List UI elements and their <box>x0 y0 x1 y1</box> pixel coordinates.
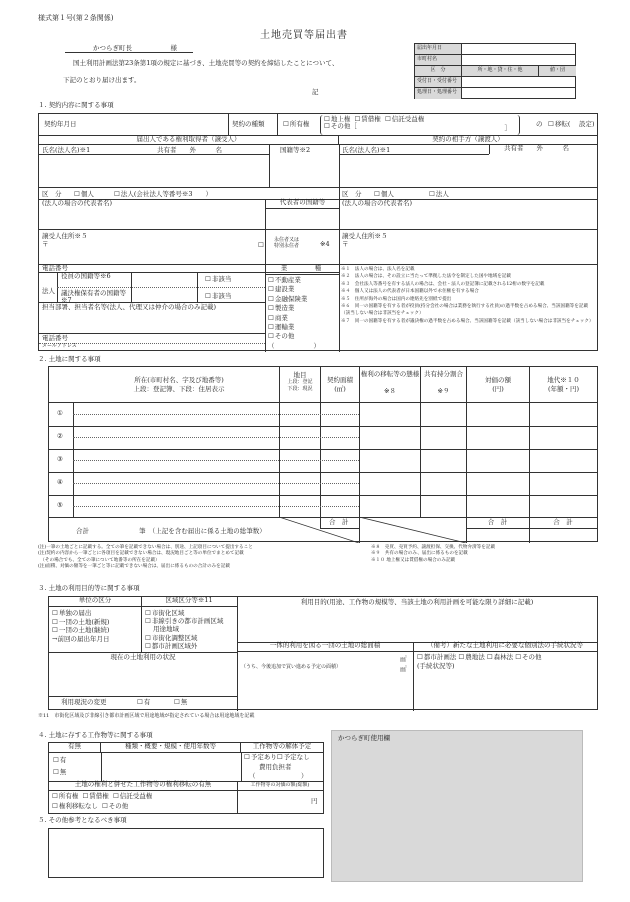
receipt-date-field[interactable] <box>462 44 576 55</box>
row-3-label: ③ <box>57 455 63 463</box>
receipt-class-values: 所・地・貸・住・他 <box>462 66 539 77</box>
section-2-notes <box>38 545 358 570</box>
planned-area-unit: ㎡ <box>400 665 407 673</box>
receipt-date-label: 届出年月日 <box>415 44 462 55</box>
law-checkboxes <box>417 654 542 661</box>
right-type-group <box>320 115 520 135</box>
buyer-hojin-checkbox[interactable]: ☐ 法人(会社法人等番号※3 ） <box>114 191 212 198</box>
seller-name-label: 氏名(法人名)※1 <box>342 146 391 154</box>
land-header <box>49 367 597 403</box>
own-checkbox[interactable]: ☐ 所有権 <box>283 121 309 128</box>
buyer-nationality-label: 国籍等※2 <box>269 145 339 187</box>
line <box>73 414 359 415</box>
line <box>73 483 359 484</box>
chin-checkbox[interactable]: ☐ 賃借権 <box>354 115 380 123</box>
rent-total-label: 合 計 <box>529 517 597 529</box>
biko-label: （備考）新たな土地利用に必要な個別法の手続状況等 <box>413 642 597 652</box>
note-1: ※１ 法人の場合は、法人名を記載 <box>341 267 415 272</box>
section-1-notes <box>341 266 595 325</box>
area-urban-checkbox[interactable]: ☐ 市街化区域 <box>145 609 223 617</box>
ki-label: 記 <box>312 88 319 96</box>
area-control-checkbox[interactable]: ☐ 市街化調整区域 <box>145 634 223 642</box>
iten-checkbox[interactable]: ☐ 移転( <box>548 121 570 128</box>
preamble: 国土利用計画法第23条第1項の規定に基づき、土地売買等の契約を締結したことについて、 <box>73 59 339 67</box>
industry-realestate[interactable]: ☐ 不動産業 <box>268 276 320 285</box>
transfer-row-1 <box>52 793 152 800</box>
land-h7b: (年額・円) <box>547 385 580 393</box>
total-label: 合計 <box>76 527 89 535</box>
perm-note: ※4 <box>320 240 330 248</box>
demolition-no[interactable]: ☐ 予定なし <box>277 753 310 761</box>
demolition-yes[interactable]: ☐ 予定あり <box>244 753 277 761</box>
s2-note-4: (注)面積、対価の額等を一筆ごと等に記載できない場合は、届出に係るものの合計のみを記載 <box>38 563 230 569</box>
usage-change-label: 利用現況の変更 <box>61 698 107 706</box>
industry-construction[interactable]: ☐ 建設業 <box>268 285 320 294</box>
officer-nationality-label: 役員の国籍等※6 <box>61 272 111 280</box>
land-h7: 地代※１０ <box>547 376 580 384</box>
transfer-shin[interactable]: ☐ 信託受益権 <box>113 792 152 800</box>
town-use-area <box>331 730 583 882</box>
right-transfer-label: 土地の権利と併せた工作物等の権利移転の有無 <box>49 781 237 791</box>
line <box>39 264 265 265</box>
s2-note-1: (注)一筆の土地ごとに記載する。全ての筆を記載できない場合は、別途、上記項目について提出すること <box>38 545 253 550</box>
umu-label: 有無 <box>49 743 101 753</box>
line <box>49 495 597 496</box>
area-list <box>145 609 223 650</box>
land-h5b: ※９ <box>437 387 450 395</box>
buyer-tel-label: 電話番号 <box>42 264 68 272</box>
notes-box[interactable] <box>48 828 324 878</box>
section-5-title: ５. その他参考となるべき事項 <box>38 816 127 824</box>
contract-date-label: 契約年月日 <box>44 120 77 128</box>
line <box>265 209 266 229</box>
note-5: ※５ 住所が海外の場合は国内の連絡先を別紙で提出 <box>341 296 452 302</box>
line <box>131 272 132 302</box>
chijo-checkbox[interactable]: ☐ 地上権 <box>324 115 350 123</box>
buyer-kubun-label: 区 分 <box>42 190 62 198</box>
section-2-notes-b <box>371 545 591 564</box>
section-4-title: ４. 土地に存する工作物等に関する事項 <box>38 731 153 739</box>
transfer-own[interactable]: ☐ 所有権 <box>52 792 78 800</box>
line <box>57 287 265 288</box>
transfer-other[interactable]: ☐ その他 <box>102 802 128 810</box>
receipt-city-field[interactable] <box>462 55 576 66</box>
futan-paren: （ ） <box>249 772 308 780</box>
law-other-checkbox[interactable]: ☐ その他 <box>515 653 541 661</box>
transfer-none[interactable]: ☐ 権利移転なし <box>52 802 98 810</box>
s2-noteb-3: ※１０ 地上権又は賃借権の場合のみ記載 <box>371 557 456 563</box>
seller-coowner: 共有者 外 名 <box>489 145 597 154</box>
line <box>265 229 266 352</box>
shurui-label: 種類・概要・規模・使用年数等 <box>101 743 241 753</box>
land-h1b: 上段：登記簿、下段：住居表示 <box>133 385 225 393</box>
line <box>49 449 597 450</box>
land-h4: 権利の移転等の態様 <box>360 370 420 378</box>
buyer-tel2-label: 電話番号 <box>42 334 68 342</box>
seller-address-label: 譲受人住所※５ <box>342 232 388 240</box>
structure-no[interactable]: ☐ 無 <box>53 769 66 776</box>
line <box>39 333 265 334</box>
section-3-title: ３. 土地の利用目的等に関する事項 <box>38 584 140 592</box>
receipt-accept-field[interactable] <box>462 77 576 88</box>
line <box>339 187 597 188</box>
line <box>339 229 597 230</box>
planned-area-label: （うち、今後追加で買い進める予定の面積） <box>241 664 342 670</box>
no-label: の <box>536 120 543 128</box>
land-h3: 契約面積 <box>327 376 353 384</box>
buyer-rep-label: (法人の場合の代表者名) <box>42 199 113 207</box>
s2-noteb-1: ※８ 売買、売買予約、譲渡担保、交換、代物弁済等を記載 <box>371 545 496 550</box>
receipt-class-label: 区 分 <box>415 66 462 77</box>
land-h2: 地目 <box>293 371 307 379</box>
usage-table <box>48 596 598 710</box>
addressee-name: かつらぎ町長 <box>93 44 132 52</box>
preamble-2: 下記のとおり届け出ます。 <box>63 76 141 84</box>
total-diagonal-2 <box>359 517 466 543</box>
s2-note-2: (注)契約の内容から一筆ごとに各項目を記載できない場合は、現況地目ごと等の単位でまとめて記載 <box>38 551 244 557</box>
buyer-coowner: 共有者 外 名 <box>157 146 222 154</box>
form-number: 様式第１号(第２条関係) <box>38 14 114 22</box>
industry-finance[interactable]: ☐ 金融保険業 <box>268 295 320 304</box>
page-title: 土地売買等届出書 <box>260 30 348 41</box>
kaitai-label: 工作物等の解体予定 <box>241 743 323 753</box>
receipt-class-values-2: 値・団 <box>539 66 576 77</box>
line <box>413 642 414 711</box>
land-h6b: (円) <box>492 385 504 393</box>
demolition-plan <box>244 754 310 761</box>
total-area-label: 一体的利用を図る一団の土地の総面積 <box>237 642 413 652</box>
area-youto-label: 用途地域 <box>153 625 179 634</box>
line <box>73 506 359 507</box>
receipt-box <box>414 43 576 99</box>
unit-list <box>52 609 109 643</box>
settei-label: 設定) <box>579 120 595 128</box>
note-2: ※２ 法人の場合は、その設立に当たって準拠した法令を制定した国や地域を記載 <box>341 274 511 280</box>
buyer-rep-nationality-label: 代表者の国籍等 <box>265 199 339 209</box>
area-total-label: 合 計 <box>320 517 359 529</box>
line <box>339 264 597 265</box>
note-6: ※６ 同一の国籍等を有する者が役員(持分会社の場合は業務を執行する社員)の過半数を占める場合、当該国籍等を記載（該当しない場合は非該当をチェック） <box>341 304 589 317</box>
land-h2b: 上段：登記 <box>287 379 313 385</box>
industry-manufacturing[interactable]: ☐ 製造業 <box>268 304 320 313</box>
line <box>39 154 269 155</box>
contract-row <box>39 114 597 136</box>
line <box>339 154 489 155</box>
line <box>39 187 339 188</box>
majority-na-checkbox[interactable]: ☐ 非該当 <box>205 293 231 300</box>
seller-postal: 〒 <box>342 240 349 248</box>
contract-type-label: 契約の種類 <box>228 114 278 135</box>
row-2-label: ② <box>57 432 63 440</box>
other-right-close: ］ <box>504 124 511 132</box>
line <box>73 460 359 461</box>
perm-checkbox[interactable] <box>258 242 264 249</box>
unit-continue-checkbox[interactable]: ☐ 一団の土地(継続) <box>52 626 109 635</box>
industry-other[interactable]: ☐ その他 <box>268 332 320 341</box>
land-h3b: (㎡) <box>334 385 346 393</box>
buyer-kojin-checkbox[interactable]: ☐ 個人 <box>74 191 94 198</box>
transfer-row-2 <box>52 803 128 810</box>
land-h5: 共有持分割合 <box>424 370 463 378</box>
note-11: ※11 市街化区域及び非線引き都市計画区域で用途地域が指定されている場合は用途地域を記載 <box>38 713 255 719</box>
total-area-unit: ㎡ <box>400 655 407 663</box>
line <box>73 437 359 438</box>
note-7: ※７ 同一の国籍等を有する者が議決権の過半数を占める場合、当該国籍等を記載（該当しない場合は非該当をチェック） <box>341 318 594 324</box>
buyer-hojin-label: 法人 <box>42 287 55 295</box>
section-1-title: １. 契約内容に関する事項 <box>38 101 114 109</box>
industry-commerce[interactable]: ☐ 商業 <box>268 314 320 323</box>
line <box>49 426 597 427</box>
area-label: 区域区分等※11 <box>141 597 237 607</box>
usage-change-no[interactable]: ☐ 無 <box>174 699 187 706</box>
shintaku-checkbox[interactable]: ☐ 信託受益権 <box>385 115 424 123</box>
seller-hojin-checkbox[interactable]: ☐ 法人 <box>429 191 449 198</box>
seller-header: 契約の相手方（譲渡人） <box>339 136 597 145</box>
total-hitsu: 筆 （上記を含む届出に係る土地の総筆数） <box>139 527 266 535</box>
land-table <box>48 366 598 542</box>
structure-price-label: 工作物等の対価の額(総額) <box>237 781 323 791</box>
purpose-label: 利用目的(用途、工作物の規模等、当該土地の利用計画を可能な限り詳細に記載) <box>300 598 534 606</box>
line <box>265 274 339 275</box>
land-h1: 所在(市町村名、字及び地番等) <box>134 376 224 384</box>
structure-yes[interactable]: ☐ 有 <box>53 757 66 764</box>
s2-note-3: （その場合でも、全ての筆について地番等の所在を記載） <box>38 557 160 563</box>
addressee-honorific: 様 <box>170 44 177 52</box>
row-5-label: ⑤ <box>57 501 63 509</box>
area-nonline-checkbox[interactable]: ☐ 非線引きの都市計画区域 <box>145 617 223 625</box>
usage-change-yes[interactable]: ☐ 有 <box>137 699 150 706</box>
addressee <box>65 45 193 53</box>
industry-list <box>268 276 320 351</box>
industry-transport[interactable]: ☐ 運輸業 <box>268 323 320 332</box>
note-4: ※４ 個人又は法人の代表者が日本国籍以外で永住権を有する場合 <box>341 289 479 295</box>
industry-label: 業 種 <box>265 264 339 274</box>
receipt-accept-label: 受付日・受付番号 <box>415 77 462 88</box>
structure-price-unit: 円 <box>311 797 318 805</box>
seller-kubun-label: 区 分 <box>342 190 362 198</box>
line <box>49 472 597 473</box>
unit-single-checkbox[interactable]: ☐ 単独の届出 <box>52 609 109 618</box>
law-nochi-checkbox[interactable]: ☐ 農地法 <box>458 653 484 661</box>
unit-label: 単位の区分 <box>49 597 141 607</box>
buyer-address-label: 譲受人住所※５ <box>42 232 88 240</box>
line <box>49 696 237 697</box>
procedure-status-label: (手続状況等) <box>417 662 455 670</box>
transfer-chin[interactable]: ☐ 賃借権 <box>82 792 108 800</box>
row-1-label: ① <box>57 409 63 417</box>
futan-label: 費用負担者 <box>259 763 292 771</box>
price-total-label: 合 計 <box>466 517 529 529</box>
perm-label: 永住者又は特別永住者 <box>274 237 300 249</box>
land-h4b: ※８ <box>384 387 396 395</box>
other-right-checkbox[interactable]: ☐ その他［ <box>324 122 357 130</box>
buyer-postal: 〒 <box>42 240 49 248</box>
line <box>197 272 198 302</box>
line <box>339 145 340 352</box>
section-1-table <box>38 113 598 351</box>
note-3: ※３ 会社法人等番号を有する法人の場合は、会社・法人の登記簿に記載される12桁の数字を記載 <box>341 281 545 287</box>
mail-label: メールアドレス <box>42 343 77 349</box>
officer-na-checkbox[interactable]: ☐ 非該当 <box>205 276 231 283</box>
receipt-city-label: 市町村名 <box>415 55 462 66</box>
s2-noteb-2: ※９ 共有の場合のみ、届出に係るものを記載 <box>371 551 468 557</box>
line <box>241 753 242 781</box>
tanto-label: 担当部署、担当者名等(法人、代理又は仲介の場合のみ記載) <box>42 303 217 311</box>
structure-table <box>48 742 324 814</box>
line <box>237 597 238 711</box>
unit-new-checkbox[interactable]: ☐ 一団の土地(新規) <box>52 618 109 627</box>
land-h2c: 下段：現況 <box>287 386 313 392</box>
line <box>101 753 102 781</box>
area-outside-checkbox[interactable]: ☐ 都市計画区域外 <box>145 642 223 650</box>
receipt-process-label: 処理日・処理番号 <box>415 88 462 99</box>
seller-kojin-checkbox[interactable]: ☐ 個人 <box>374 191 394 198</box>
current-usage-label: 現在の土地利用の状況 <box>110 653 176 661</box>
section-2-title: ２. 土地に関する事項 <box>38 355 101 363</box>
unit-previous-date: →前回の届出年月日 <box>52 634 110 643</box>
law-toshi-checkbox[interactable]: ☐ 都市計画法 <box>417 653 456 661</box>
majority-nationality-label: 議決権保有者の国籍等※7 <box>61 289 126 305</box>
industry-other-paren: （ ） <box>268 341 320 350</box>
line <box>39 229 339 230</box>
town-use-label: かつらぎ町使用欄 <box>338 734 390 742</box>
buyer-header: 届出人である権利取得者（譲受人） <box>39 136 339 145</box>
law-shinrin-checkbox[interactable]: ☐ 森林法 <box>487 653 513 661</box>
seller-rep-label: (法人の場合の代表者名) <box>342 199 413 207</box>
row-4-label: ④ <box>57 478 63 486</box>
land-h6: 対価の額 <box>485 376 511 384</box>
buyer-name-label: 氏名(法人名)※1 <box>42 146 91 154</box>
